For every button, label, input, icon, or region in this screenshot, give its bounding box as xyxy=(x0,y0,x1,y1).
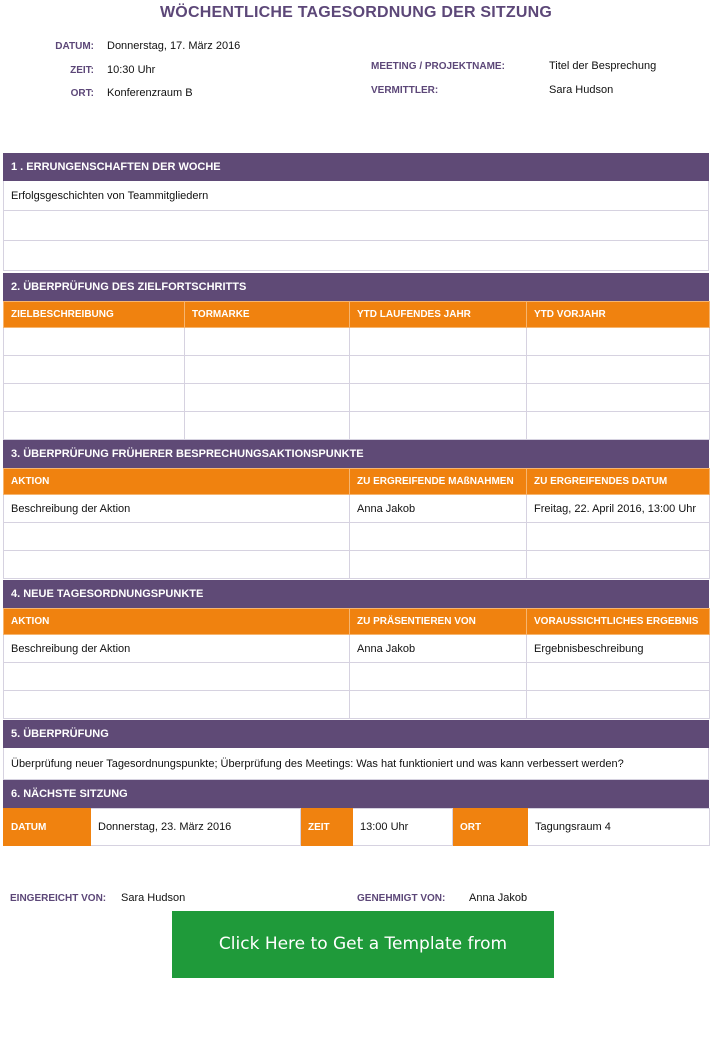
page-title: WÖCHENTLICHE TAGESORDNUNG DER SITZUNG xyxy=(160,4,552,21)
location-label: ORT: xyxy=(70,88,94,99)
location-value: Konferenzraum B xyxy=(107,87,193,99)
project-value: Titel der Besprechung xyxy=(549,60,657,72)
table-cell[interactable] xyxy=(350,663,527,691)
table-cell[interactable]: Beschreibung der Aktion xyxy=(4,495,350,523)
table-row xyxy=(4,551,710,579)
table-cell[interactable] xyxy=(350,691,527,719)
table-header-row xyxy=(4,609,710,635)
facilitator-label: VERMITTLER: xyxy=(371,85,439,96)
facilitator-value: Sara Hudson xyxy=(549,84,614,96)
section-previous-action-items xyxy=(3,440,709,579)
table-cell[interactable] xyxy=(4,328,185,356)
table-cell[interactable] xyxy=(185,384,350,412)
table-row xyxy=(4,356,710,384)
next-location-label: ORT xyxy=(453,809,528,846)
table-header-row xyxy=(4,469,710,495)
table-row xyxy=(4,635,710,663)
table-cell[interactable]: Anna Jakob xyxy=(350,635,527,663)
section-heading: 6. NÄCHSTE SITZUNG xyxy=(3,780,709,808)
table-cell[interactable] xyxy=(350,328,527,356)
time-value: 10:30 Uhr xyxy=(107,64,156,76)
column-header: ZU ERGREIFENDES DATUM xyxy=(527,469,710,495)
submitted-by-label: EINGEREICHT VON: xyxy=(10,893,107,904)
table-cell[interactable]: Ergebnisbeschreibung xyxy=(527,635,710,663)
table-row xyxy=(4,663,710,691)
review-text[interactable]: Überprüfung neuer Tagesordnungspunkte; Überprüfung des Meetings: Was hat funktioniert und was kann verbessert werden? xyxy=(3,748,709,780)
table-cell[interactable] xyxy=(185,356,350,384)
column-header: ZU ERGREIFENDE MAßNAHMEN xyxy=(350,469,527,495)
next-time-label: ZEIT xyxy=(301,809,353,846)
table-cell[interactable] xyxy=(4,412,185,440)
section-new-agenda-items xyxy=(3,580,709,719)
text-row[interactable] xyxy=(3,241,709,271)
section-review xyxy=(3,720,709,780)
table-cell[interactable] xyxy=(350,523,527,551)
table-cell[interactable] xyxy=(527,328,710,356)
table-cell[interactable] xyxy=(527,523,710,551)
table-cell[interactable] xyxy=(350,412,527,440)
next-meeting-table xyxy=(3,808,710,846)
table-cell[interactable] xyxy=(4,384,185,412)
table-cell[interactable] xyxy=(185,412,350,440)
table-cell[interactable] xyxy=(4,663,350,691)
table-cell[interactable] xyxy=(527,412,710,440)
next-time-value[interactable]: 13:00 Uhr xyxy=(353,809,453,846)
goal-table xyxy=(3,301,710,440)
column-header: ZU PRÄSENTIEREN VON xyxy=(350,609,527,635)
table-cell[interactable]: Beschreibung der Aktion xyxy=(4,635,350,663)
table-cell[interactable]: Freitag, 22. April 2016, 13:00 Uhr xyxy=(527,495,710,523)
text-row[interactable] xyxy=(3,211,709,241)
table-row xyxy=(4,523,710,551)
table-cell[interactable] xyxy=(527,356,710,384)
date-value: Donnerstag, 17. März 2016 xyxy=(107,40,241,52)
table-cell[interactable]: Anna Jakob xyxy=(350,495,527,523)
section-heading: 3. ÜBERPRÜFUNG FRÜHERER BESPRECHUNGSAKTIONSPUNKTE xyxy=(3,440,709,468)
table-row xyxy=(4,691,710,719)
section-achievements xyxy=(3,153,709,271)
date-label: DATUM: xyxy=(55,41,94,52)
column-header: ZIELBESCHREIBUNG xyxy=(4,302,185,328)
table-cell[interactable] xyxy=(527,551,710,579)
section-heading: 2. ÜBERPRÜFUNG DES ZIELFORTSCHRITTS xyxy=(3,273,709,301)
section-heading: 4. NEUE TAGESORDNUNGSPUNKTE xyxy=(3,580,709,608)
approved-by-value: Anna Jakob xyxy=(469,892,528,904)
table-cell[interactable] xyxy=(527,663,710,691)
table-cell[interactable] xyxy=(527,691,710,719)
table-cell[interactable] xyxy=(350,356,527,384)
table-cell[interactable] xyxy=(185,328,350,356)
time-label: ZEIT: xyxy=(70,65,94,76)
next-location-value[interactable]: Tagungsraum 4 xyxy=(528,809,710,846)
section-heading: 1 . ERRUNGENSCHAFTEN DER WOCHE xyxy=(3,153,709,181)
table-row xyxy=(4,412,710,440)
table-cell[interactable] xyxy=(350,551,527,579)
table-row xyxy=(4,809,710,846)
column-header: YTD VORJAHR xyxy=(527,302,710,328)
smartsheet-template-button[interactable]: Click Here to Get a Template from Smartsheet xyxy=(172,911,554,978)
column-header: AKTION xyxy=(4,609,350,635)
table-cell[interactable] xyxy=(350,384,527,412)
table-row xyxy=(4,495,710,523)
table-row xyxy=(4,328,710,356)
next-date-label: DATUM xyxy=(4,809,91,846)
table-row xyxy=(4,384,710,412)
table-cell[interactable] xyxy=(4,691,350,719)
table-cell[interactable] xyxy=(4,551,350,579)
table-cell[interactable] xyxy=(4,523,350,551)
column-header: YTD LAUFENDES JAHR xyxy=(350,302,527,328)
action-items-table xyxy=(3,468,710,579)
new-items-table xyxy=(3,608,710,719)
table-cell[interactable] xyxy=(4,356,185,384)
table-cell[interactable] xyxy=(527,384,710,412)
column-header: TORMARKE xyxy=(185,302,350,328)
section-heading: 5. ÜBERPRÜFUNG xyxy=(3,720,709,748)
project-label: MEETING / PROJEKTNAME: xyxy=(371,61,505,72)
column-header: VORAUSSICHTLICHES ERGEBNIS xyxy=(527,609,710,635)
column-header: AKTION xyxy=(4,469,350,495)
next-date-value[interactable]: Donnerstag, 23. März 2016 xyxy=(91,809,301,846)
approved-by-label: GENEHMIGT VON: xyxy=(357,893,446,904)
table-header-row xyxy=(4,302,710,328)
section-goal-progress xyxy=(3,273,709,440)
section-next-meeting xyxy=(3,780,709,846)
text-row[interactable]: Erfolgsgeschichten von Teammitgliedern xyxy=(3,181,709,211)
submitted-by-value: Sara Hudson xyxy=(121,892,186,904)
